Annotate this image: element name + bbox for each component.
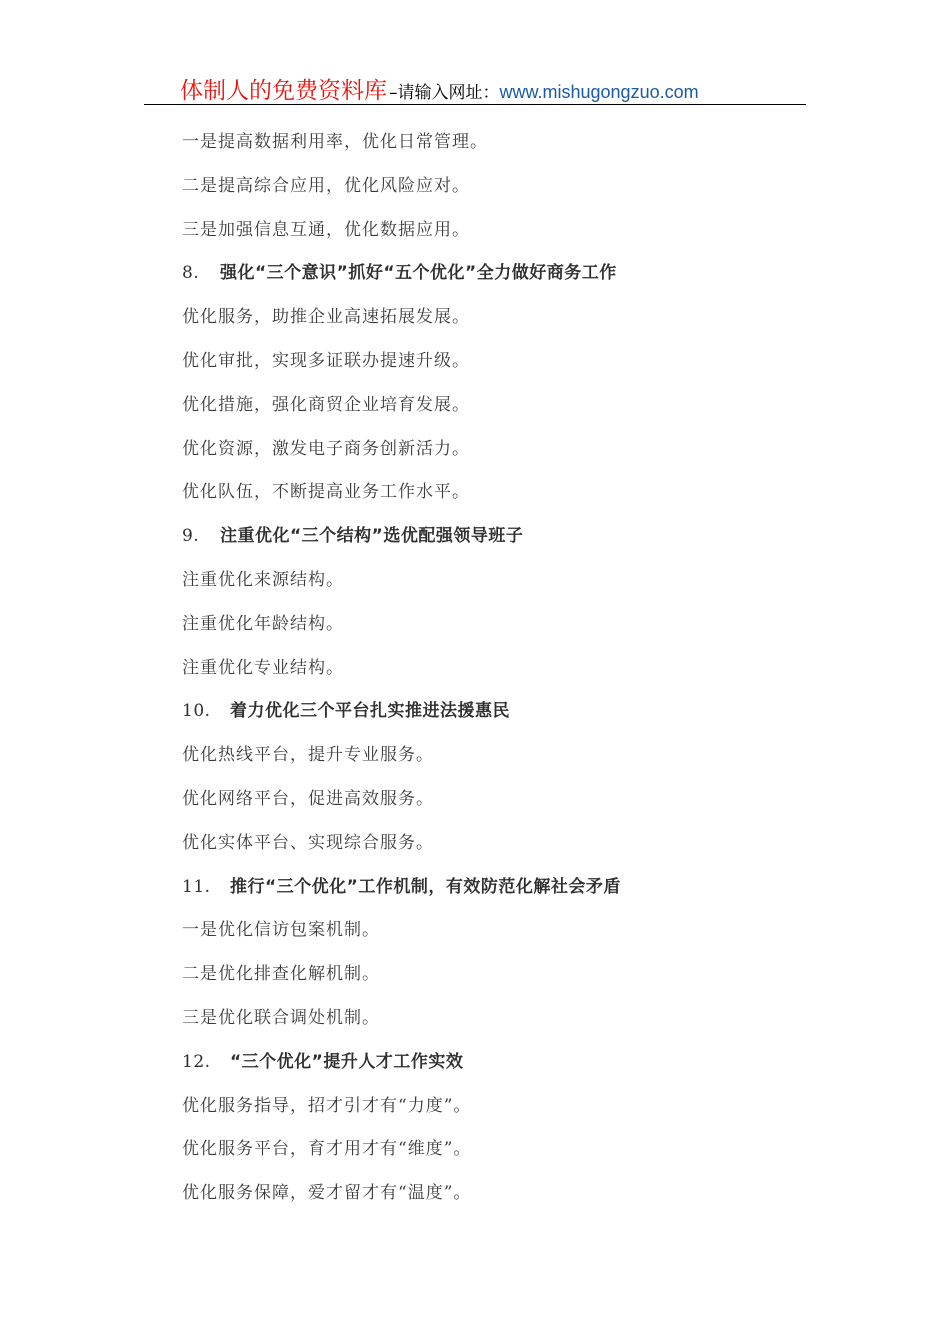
section-number: 12. [182, 1051, 211, 1072]
site-url-link[interactable]: www.mishugongzuo.com [499, 82, 699, 102]
body-paragraph: 注重优化年龄结构。 [182, 613, 344, 634]
document-body [182, 126, 802, 1221]
body-paragraph: 优化服务保障，爱才留才有“温度”。 [182, 1183, 472, 1204]
body-paragraph: 注重优化专业结构。 [182, 657, 344, 678]
section-number: 8. [182, 263, 200, 284]
section-title: 注重优化“三个结构”选优配强领导班子 [220, 526, 524, 547]
section-number: 9. [182, 526, 200, 547]
site-name: 体制人的免费资料库 [180, 78, 387, 104]
body-paragraph: 优化措施，强化商贸企业培育发展。 [182, 394, 470, 415]
section-title: “三个优化”提升人才工作实效 [230, 1051, 464, 1072]
page-header [144, 68, 806, 105]
section-heading [182, 257, 802, 301]
section-title: 强化“三个意识”抓好“五个优化”全力做好商务工作 [220, 263, 617, 284]
body-paragraph: 二是提高综合应用，优化风险应对。 [182, 175, 470, 196]
body-paragraph: 一是提高数据利用率，优化日常管理。 [182, 132, 488, 152]
body-paragraph: 注重优化来源结构。 [182, 569, 344, 590]
header-separator: –请输入网址： [389, 83, 500, 103]
body-paragraph: 优化网络平台，促进高效服务。 [182, 788, 434, 809]
body-paragraph: 一是优化信访包案机制。 [182, 920, 380, 941]
section-heading [182, 1046, 802, 1090]
section-heading [182, 871, 802, 915]
section-number: 11. [182, 876, 211, 897]
header-banner [180, 72, 699, 105]
body-paragraph: 优化队伍，不断提高业务工作水平。 [182, 482, 470, 503]
body-paragraph: 优化服务，助推企业高速拓展发展。 [182, 307, 470, 328]
body-paragraph: 优化热线平台，提升专业服务。 [182, 745, 434, 766]
section-heading [182, 520, 802, 564]
body-paragraph: 优化审批，实现多证联办提速升级。 [182, 350, 470, 371]
body-paragraph: 二是优化排查化解机制。 [182, 964, 380, 985]
section-title: 推行“三个优化”工作机制，有效防范化解社会矛盾 [230, 876, 621, 897]
section-heading [182, 695, 802, 739]
section-title: 着力优化三个平台扎实推进法援惠民 [230, 701, 510, 722]
section-number: 10. [182, 701, 211, 722]
body-paragraph: 三是加强信息互通，优化数据应用。 [182, 219, 470, 240]
body-paragraph: 优化服务平台，育才用才有“维度”。 [182, 1139, 472, 1160]
body-paragraph: 优化服务指导，招才引才有“力度”。 [182, 1095, 472, 1116]
body-paragraph: 优化资源，激发电子商务创新活力。 [182, 438, 470, 459]
body-paragraph: 优化实体平台、实现综合服务。 [182, 832, 434, 853]
body-paragraph: 三是优化联合调处机制。 [182, 1007, 380, 1028]
